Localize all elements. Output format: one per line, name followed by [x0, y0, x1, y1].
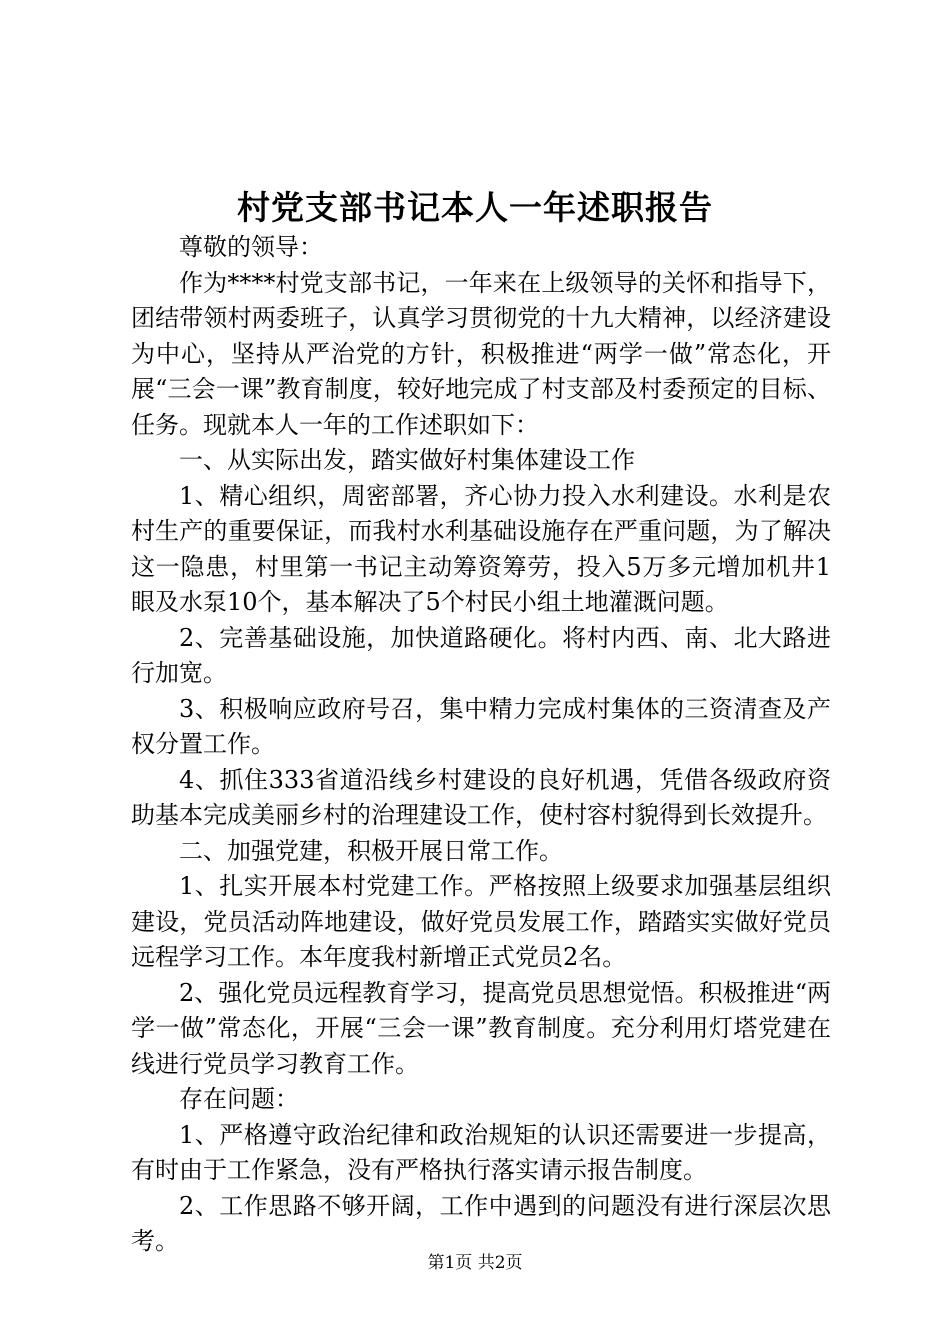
problem-2: 2、工作思路不够开阔，工作中遇到的问题没有进行深层次思考。: [131, 1191, 831, 1255]
paragraph-1-1: 1、精心组织，周密部署，齐心协力投入水利建设。水利是农村生产的重要保证，而我村水利基础设施存在严重问题，为了解决这一隐患，村里第一书记主动筹资筹劳，投入5万多元增加机井1眼及水泵10个，基本解决了5个村民小组土地灌溉问题。: [131, 481, 831, 616]
intro-paragraph: 作为****村党支部书记，一年来在上级领导的关怀和指导下，团结带领村两委班子，认真学习贯彻党的十九大精神，以经济建设为中心，坚持从严治党的方针，积极推进“两学一做”常态化，开展“三会一课”教育制度，较好地完成了村支部及村委预定的目标、任务。现就本人一年的工作述职如下：: [131, 268, 831, 439]
problem-1: 1、严格遵守政治纪律和政治规矩的认识还需要进一步提高，有时由于工作紧急，没有严格执行落实请示报告制度。: [131, 1120, 831, 1184]
page-number-footer: 第1页 共2页: [427, 1253, 523, 1273]
paragraph-1-3: 3、积极响应政府号召，集中精力完成村集体的三资清查及产权分置工作。: [131, 694, 831, 758]
section-heading-2: 二、加强党建，积极开展日常工作。: [179, 836, 563, 865]
document-title: 村党支部书记本人一年述职报告: [237, 188, 713, 227]
salutation: 尊敬的领导：: [179, 233, 323, 261]
paragraph-1-2: 2、完善基础设施，加快道路硬化。将村内西、南、北大路进行加宽。: [131, 623, 831, 687]
paragraph-1-4: 4、抓住333省道沿线乡村建设的良好机遇，凭借各级政府资助基本完成美丽乡村的治理建设工作，使村容村貌得到长效提升。: [131, 765, 831, 829]
paragraph-2-2: 2、强化党员远程教育学习，提高党员思想觉悟。积极推进“两学一做”常态化，开展“三会一课”教育制度。充分利用灯塔党建在线进行党员学习教育工作。: [131, 978, 831, 1078]
section-heading-1: 一、从实际出发，踏实做好村集体建设工作: [179, 446, 635, 474]
problems-heading: 存在问题：: [179, 1085, 299, 1113]
paragraph-2-1: 1、扎实开展本村党建工作。严格按照上级要求加强基层组织建设，党员活动阵地建设，做好党员发展工作，踏踏实实做好党员远程学习工作。本年度我村新增正式党员2名。: [131, 872, 831, 971]
document-body: [131, 230, 831, 1260]
